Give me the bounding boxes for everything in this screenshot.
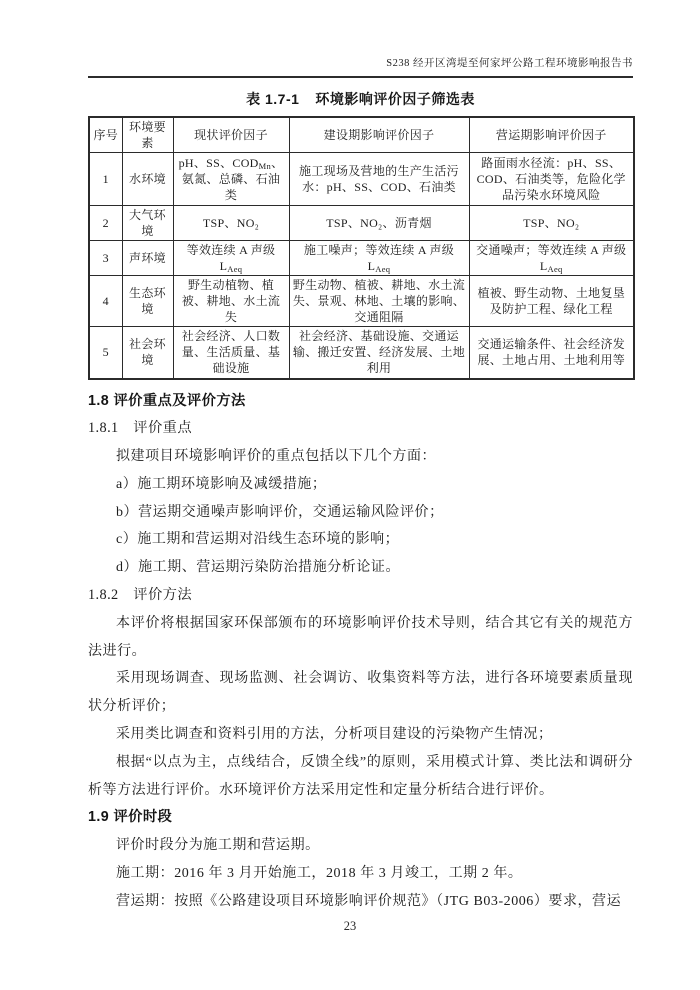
cell-operation: 交通运输条件、社会经济发展、土地占用、土地利用等 [469,327,634,379]
section-heading-1-8-2: 1.8.2 评价方法 [88,587,193,604]
list-item-a: a）施工期环境影响及减缓措施； [116,476,327,492]
document-body [88,388,633,916]
paragraph-1-9-2: 施工期：2016 年 3 月开始施工，2018 年 3 月竣工，工期 2 年。 [116,866,523,882]
cell-status: 野生动植物、植被、耕地、水土流失 [173,276,289,327]
report-title: S238 经开区湾堤至何家坪公路工程环境影响报告书 [386,58,633,69]
cell-status: 社会经济、人口数量、生活质量、基础设施 [173,327,289,379]
cell-construction: TSP、NO₂、沥青烟 [289,206,469,241]
paragraph-1-8-2-3: 采用类比调查和资料引用的方法，分析项目建设的污染物产生情况； [116,727,553,743]
cell-status: pH、SS、$COD_{Mn}$、氨氮、总磷、石油类 [173,153,289,206]
paragraph-1-8-2-4: 根据“以点为主，点线结合，反馈全线”的原则，采用模式计算、类比法和调研分析等方法进行评价。水环境评价方法采用定性和定量分析结合进行评价。 [88,754,633,798]
table-caption [88,89,633,109]
paragraph-1-8-2-1: 本评价将根据国家环保部颁布的环境影响评价技术导则，结合其它有关的规范方法进行。 [88,615,633,659]
section-heading-1-9: 1.9 评价时段 [88,809,173,826]
paragraph-1-9-3: 营运期：按照《公路建设项目环境影响评价规范》（JTG B03-2006）要求，营运 [116,893,622,909]
cell-element: 声环境 [122,241,173,276]
col-header-no: 序号 [89,117,122,153]
col-header-operation: 营运期影响评价因子 [469,117,634,153]
cell-operation: 植被、野生动物、土地复垦及防护工程、绿化工程 [469,276,634,327]
running-header [88,56,633,78]
factor-screening-table [88,116,635,380]
list-item-c: c）施工期和营运期对沿线生态环境的影响； [116,532,400,548]
cell-no: 1 [89,153,122,206]
cell-construction: 社会经济、基础设施、交通运输、搬迁安置、经济发展、土地利用 [289,327,469,379]
cell-no: 3 [89,241,122,276]
table-title: 环境影响评价因子筛选表 [315,91,475,107]
cell-status: 等效连续 A 声级 $L_{Aeq}$ [173,241,289,276]
cell-construction: 施工现场及营地的生产生活污水：pH、SS、COD、石油类 [289,153,469,206]
table-row-ecology [89,276,634,327]
table-row-social [89,327,634,379]
cell-element: 生态环境 [122,276,173,327]
section-heading-1-8: 1.8 评价重点及评价方法 [88,392,246,409]
cell-element: 大气环境 [122,206,173,241]
table-number: 表 1.7-1 [246,91,300,107]
cell-no: 5 [89,327,122,379]
col-header-construction: 建设期影响评价因子 [289,117,469,153]
table-row-air [89,206,634,241]
col-header-element: 环境要素 [122,117,173,153]
cell-element: 水环境 [122,153,173,206]
section-heading-1-8-1: 1.8.1 评价重点 [88,420,193,437]
table-row-noise [89,241,634,276]
cell-operation: 路面雨水径流：pH、SS、COD、石油类等，危险化学品污染水环境风险 [469,153,634,206]
list-item-b: b）营运期交通噪声影响评价，交通运输风险评价； [116,504,444,520]
col-header-status: 现状评价因子 [173,117,289,153]
paragraph-1-8-2-2: 采用现场调查、现场监测、社会调访、收集资料等方法，进行各环境要素质量现状分析评价； [88,671,633,715]
cell-no: 4 [89,276,122,327]
table-row-water [89,153,634,206]
paragraph-1-8-1-intro: 拟建项目环境影响评价的重点包括以下几个方面： [116,449,437,465]
table-header-row [89,117,634,153]
cell-operation: 交通噪声；等效连续 A 声级 $L_{Aeq}$ [469,241,634,276]
cell-no: 2 [89,206,122,241]
cell-construction: 野生动物、植被、耕地、水土流失、景观、林地、土壤的影响、交通阻隔 [289,276,469,327]
cell-operation: TSP、NO₂ [469,206,634,241]
cell-construction: 施工噪声；等效连续 A 声级 $L_{Aeq}$ [289,241,469,276]
cell-status: TSP、NO₂ [173,206,289,241]
list-item-d: d）施工期、营运期污染防治措施分析论证。 [116,560,400,576]
paragraph-1-9-1: 评价时段分为施工期和营运期。 [116,838,320,854]
cell-element: 社会环境 [122,327,173,379]
page-content [88,56,633,916]
page-number: 23 [343,919,357,933]
